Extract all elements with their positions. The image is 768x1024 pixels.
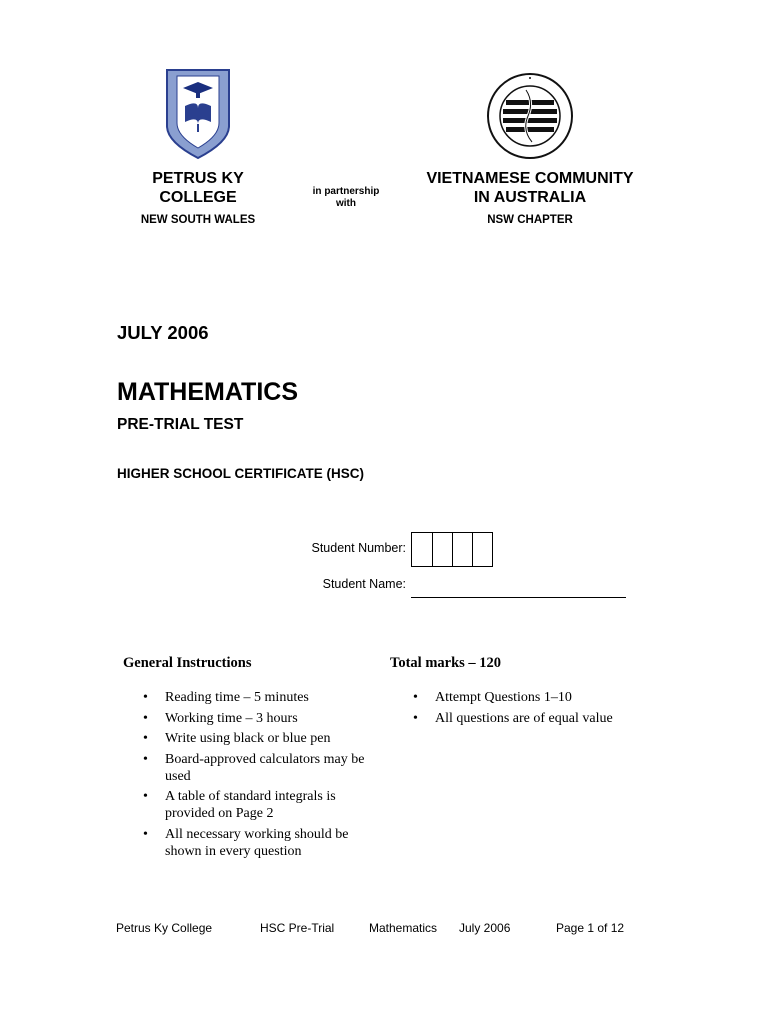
general-instructions-heading: General Instructions: [123, 655, 252, 671]
footer-college: Petrus Ky College: [116, 921, 213, 935]
footer-date: July 2006: [459, 921, 511, 935]
list-item: • All questions are of equal value: [413, 710, 643, 727]
list-item: • Working time – 3 hours: [143, 710, 383, 727]
list-item: • A table of standard integrals is provided on Page 2: [143, 788, 383, 822]
student-number-box[interactable]: [472, 533, 492, 566]
exam-certificate: HIGHER SCHOOL CERTIFICATE (HSC): [117, 466, 365, 481]
footer-subject: Mathematics: [369, 921, 438, 935]
list-item: • Reading time – 5 minutes: [143, 689, 383, 706]
general-instructions-list: [143, 689, 383, 863]
college-subtitle: NEW SOUTH WALES: [140, 214, 256, 226]
exam-subject: MATHEMATICS: [117, 378, 298, 406]
list-item: • Board-approved calculators may be used: [143, 751, 383, 785]
student-number-box[interactable]: [452, 533, 472, 566]
partnership-text-line2: with: [336, 198, 356, 209]
list-item: • Write using black or blue pen: [143, 730, 383, 747]
community-name-line1: VIETNAMESE COMMUNITY: [426, 170, 634, 187]
footer-test: HSC Pre-Trial: [260, 921, 335, 935]
student-name-field[interactable]: [411, 597, 626, 598]
college-name-line1: PETRUS KY: [152, 170, 244, 187]
total-marks-heading: Total marks – 120: [390, 655, 502, 671]
student-number-box[interactable]: [432, 533, 452, 566]
exam-test-type: PRE-TRIAL TEST: [117, 416, 244, 433]
community-seal-logo: [486, 72, 574, 160]
community-subtitle: NSW CHAPTER: [487, 214, 573, 226]
list-item: • All necessary working should be shown in every question: [143, 826, 383, 860]
footer-page-number: Page 1 of 12: [556, 921, 625, 935]
community-name-line2: IN AUSTRALIA: [473, 189, 587, 206]
partnership-text-line1: in partnership: [312, 186, 380, 197]
total-marks-list: [413, 689, 643, 730]
student-name-label: Student Name:: [322, 577, 406, 591]
student-number-label: Student Number:: [311, 541, 406, 555]
college-logo: [163, 68, 233, 160]
exam-date: JULY 2006: [117, 322, 209, 343]
student-number-box[interactable]: [412, 533, 432, 566]
list-item: • Attempt Questions 1–10: [413, 689, 643, 706]
student-number-boxes: [411, 532, 493, 567]
college-name-line2: COLLEGE: [159, 189, 237, 206]
